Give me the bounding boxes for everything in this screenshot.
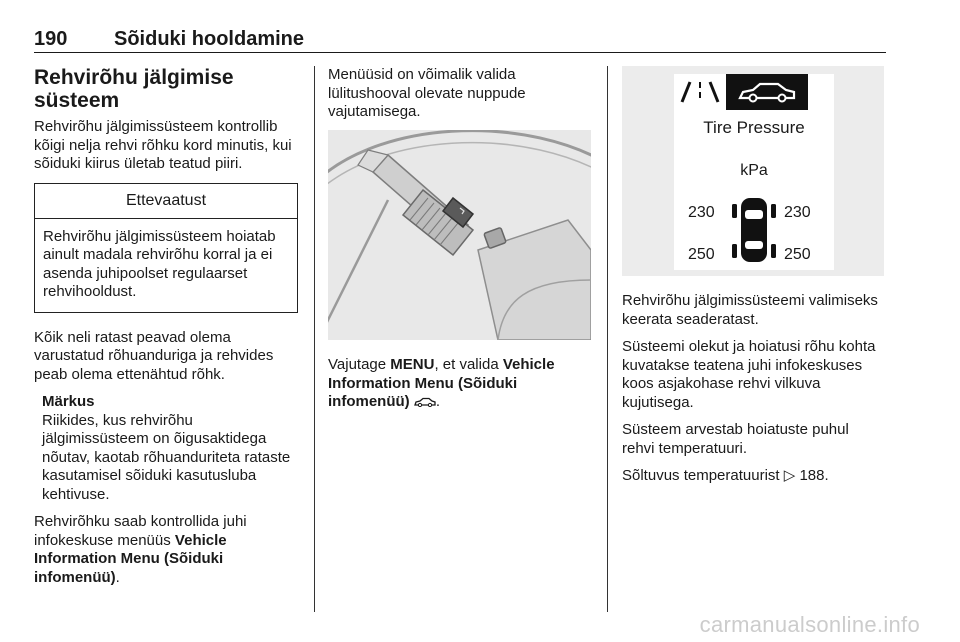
warning-box xyxy=(34,183,298,313)
paragraph-end: . xyxy=(824,467,829,484)
column-divider xyxy=(607,66,608,612)
paragraph-text: Vajutage xyxy=(328,356,391,373)
note-body: Riikides, kus rehvirõhu jälgimissüsteem on õigusaktidega nõutav, kaotab rõhuanduriteta rataste kasutamisel sõiduki kasutusluba kehtivuse. xyxy=(42,411,291,503)
menu-button-label: MENU xyxy=(390,356,435,373)
stalk-illustration xyxy=(328,130,591,340)
paragraph-end: . xyxy=(115,568,120,586)
display-unit: kPa xyxy=(740,162,768,179)
tab-vehicle-info xyxy=(726,74,808,110)
chapter-title: Sõiduki hooldamine xyxy=(114,28,305,50)
paragraph-end: . xyxy=(435,393,440,410)
note-block xyxy=(34,393,298,504)
pressure-rear-left: 250 xyxy=(688,246,715,263)
pressure-front-left: 230 xyxy=(688,204,715,221)
pressure-front-right: 230 xyxy=(784,204,811,221)
paragraph-text: Rehvirõhku saab kontrollida juhi infokeskuse menüüs xyxy=(34,513,247,549)
pressure-rear-right: 250 xyxy=(784,246,811,263)
warning-body: Rehvirõhu jälgimissüsteem hoiatab ainult madala rehvirõhu korral ja ei asenda juhipoolset regulaarset rehvihooldust. xyxy=(43,227,276,300)
paragraph-sensors: Kõik neli ratast peavad olema varustatud rõhuanduriga ja rehvides peab olema ettenähtud rõhk. xyxy=(34,328,274,383)
section-title: Rehvirõhu jälgimise süsteem xyxy=(34,66,234,112)
watermark: carmanualsonline.info xyxy=(699,612,920,637)
road-icon xyxy=(678,78,724,106)
column-middle-lower xyxy=(328,356,593,421)
paragraph-menus: Menüüsid on võimalik valida lülitushooval olevate nuppude vajutamisega. xyxy=(328,66,526,120)
paragraph-status: Süsteemi olekut ja hoiatusi rõhu kohta kuvatakse teatena juhi infokeskuses koos asjakohase rehvi vilkuva kujutisega. xyxy=(622,338,876,411)
menu-reference: Vehicle Information Menu (Sõiduki infomenüü) xyxy=(328,356,555,410)
intro-paragraph: Rehvirõhu jälgimissüsteem kontrollib kõigi nelja rehvi rõhku kord minutis, kui sõiduki kiirus ületab teatud piiri. xyxy=(34,118,292,172)
display-title: Tire Pressure xyxy=(703,118,805,137)
paragraph-text: , et valida xyxy=(434,356,503,373)
column-left xyxy=(34,66,298,596)
tire-pressure-display xyxy=(622,66,884,276)
page-number: 190 xyxy=(34,28,68,50)
car-icon xyxy=(726,74,808,110)
column-middle xyxy=(328,66,593,131)
column-divider xyxy=(314,66,315,612)
paragraph-text: Sõltuvus temperatuurist xyxy=(622,467,784,484)
column-right xyxy=(622,292,884,495)
page-reference-arrow-icon: ▷ xyxy=(783,467,796,484)
warning-title: Ettevaatust xyxy=(35,184,297,219)
page-header xyxy=(34,26,886,53)
turn-signal-stalk-drawing xyxy=(328,130,591,340)
menu-reference: Vehicle Information Menu (Sõiduki infomenüü) xyxy=(34,531,227,586)
page-reference-link[interactable]: 188 xyxy=(799,467,825,484)
paragraph-press-menu xyxy=(328,356,593,412)
paragraph-check-pressure xyxy=(34,513,298,587)
car-icon xyxy=(414,397,436,407)
car-top-view-icon xyxy=(730,196,778,264)
note-title: Märkus xyxy=(42,393,95,410)
paragraph-temp-dependency xyxy=(622,467,884,486)
paragraph-temperature: Süsteem arvestab hoiatuste puhul rehvi temperatuuri. xyxy=(622,421,849,457)
paragraph-select: Rehvirõhu jälgimissüsteemi valimiseks keerata seaderatast. xyxy=(622,292,878,328)
